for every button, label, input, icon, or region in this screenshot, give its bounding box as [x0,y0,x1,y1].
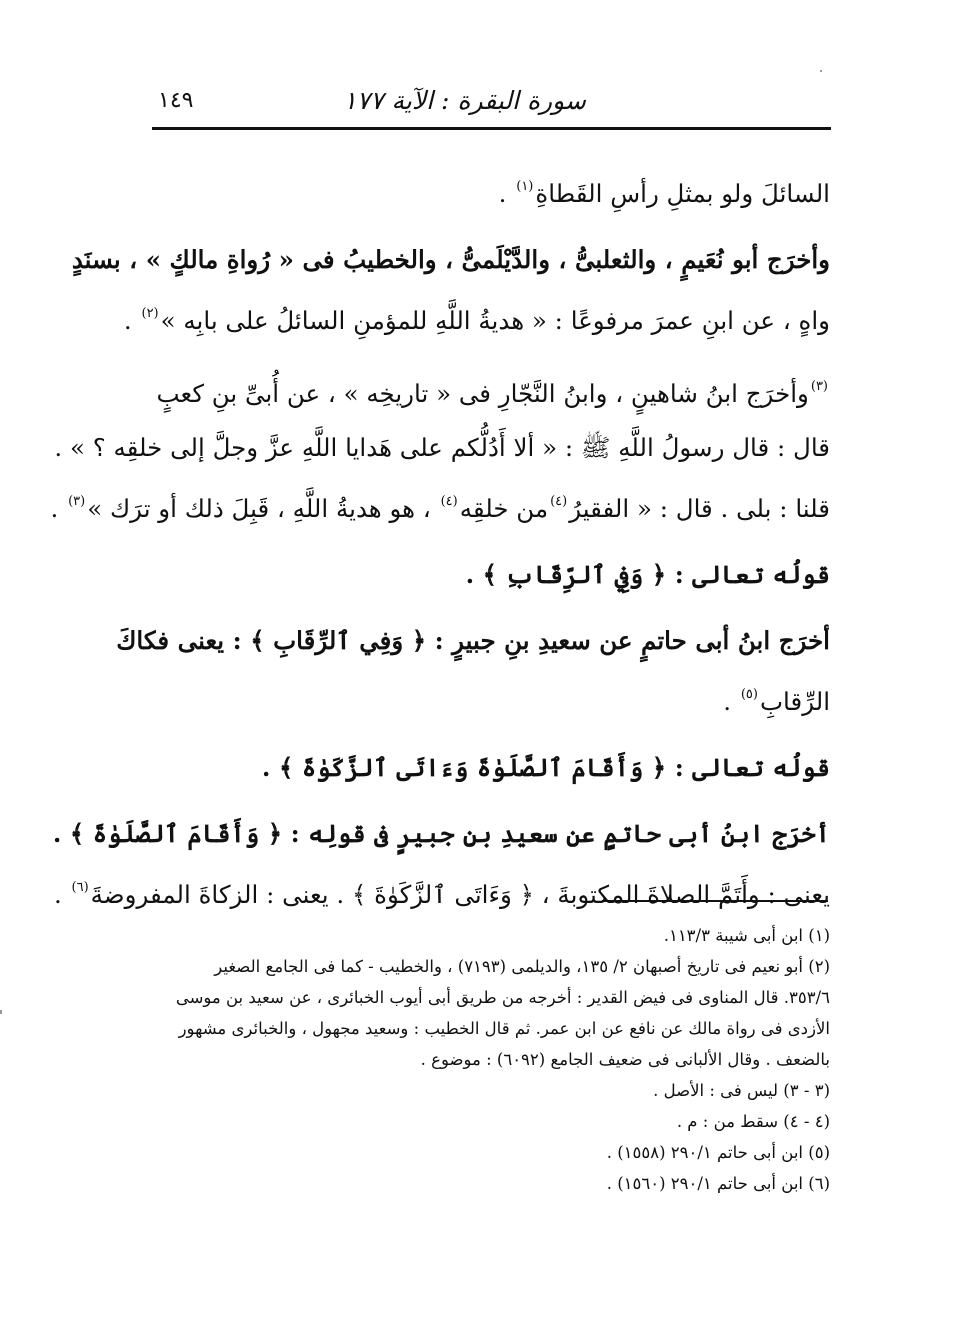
text: واهٍ ، عن ابنِ عمرَ مرفوعًا : « هديةُ اللَّهِ للمؤمنِ السائلُ على بابِه » [160,306,830,335]
page-number: ١٤٩ [158,88,194,113]
text: . [53,880,70,909]
text: أخرَج ابنُ أبى حاتمٍ عن سعيدِ بنِ جبيرٍ فى قولِه : ﴿ وَأَقَامَ ٱلصَّلَوٰةَ ﴾ . [52,819,830,848]
paragraph-3 [50,360,830,536]
footnote-2-cont: بالضعف . وقال الألبانى فى ضعيف الجامع (٦٠٩٢) : موضوع . [420,1050,830,1069]
footnote-ref-3-close[interactable]: (٣) [68,494,86,509]
line [150,668,830,729]
text: . [50,494,67,523]
scan-speck [0,1010,2,1014]
footnote-6: (٦) ابن أبى حاتم ٢٩٠/١ (١٥٦٠) . [606,1174,830,1193]
line [53,861,830,922]
text: يعنى : وأَتَمَّ الصلاةَ المكتوبةَ ، ﴿ وَءَاتَى ٱلزَّكَوٰةَ ﴾ . يعنى : الزكاةَ المفروضةَ [90,880,830,909]
text: ، هو هديةُ اللَّهِ ، قَبِلَ ذلك أو ترَك » [87,494,431,523]
line [54,421,830,475]
paragraph-4 [116,614,830,729]
footnote-2: (٢) أبو نعيم فى تاريخ أصبهان ٢/ ١٣٥، والديلمى (٧١٩٣) ، والخطيب - كما فى الجامع الصغير [214,957,830,976]
footnote-3: (٣ - ٣) ليس فى : الأصل . [653,1081,830,1100]
footnote-1: (١) ابن أبى شيبة ١١٣/٣. [663,926,830,945]
footnote-4: (٤ - ٤) سقط من : م . [676,1112,830,1131]
heading-verse-1 [150,548,830,602]
line [150,360,830,421]
line [71,233,830,287]
running-header [152,80,806,126]
scan-speck [820,70,822,72]
heading-verse-2 [150,741,830,795]
text: . [123,306,140,335]
text: . [498,179,515,208]
verse-heading: قولُه تعالى : ﴿ وَأَقَامَ ٱلصَّلَوٰةَ وَءَاتَى ٱلزَّكَوٰةَ ﴾ . [261,753,830,782]
text: أخرَج ابنُ أبى حاتمٍ عن سعيدِ بنِ جبيرٍ : ﴿ وَفِي ٱلرِّقَابِ ﴾ : يعنى فكاكَ [116,626,830,655]
header-rule [152,127,831,130]
text: وأخرَج ابنُ شاهينٍ ، وابنُ النَّجّارِ فى « تاريخِه » ، عن أُبىِّ بنِ كعبٍ [156,379,809,408]
footnote-ref-4-close[interactable]: (٤) [440,494,458,509]
paragraph-5 [52,807,830,922]
text: من خلقِه [459,494,549,523]
footnote-2-cont: ٣٥٣/٦. قال المناوى فى فيض القدير : أخرجه من طريق أبى أيوب الخبائرى ، عن سعيد بن موسى [175,988,830,1007]
main-text [50,160,830,922]
footnote-ref-5[interactable]: (٥) [740,687,758,702]
line [50,475,830,536]
footnote-ref-3-open[interactable]: (٣) [810,379,828,394]
footnote-separator [602,900,828,902]
line [116,614,830,668]
verse-heading: قولُه تعالى : ﴿ وَفِي ٱلرِّقَابِ ﴾ . [465,560,830,589]
footnote-5: (٥) ابن أبى حاتم ٢٩٠/١ (١٥٥٨) . [606,1143,830,1162]
footnote-2-cont: الأزدى فى رواة مالك عن نافع عن ابن عمر. ثم قال الخطيب : وسعيد مجهول ، والخبائرى مشهور [178,1019,830,1038]
line [150,160,830,221]
footnote-ref-6[interactable]: (٦) [71,880,89,895]
text: السائلَ ولو بمثلِ رأسِ القَطاةِ [535,179,830,208]
text: الرِّقابِ [759,687,830,716]
footnote-ref-1[interactable]: (١) [516,179,534,194]
paragraph-1 [150,160,830,221]
footnote-ref-4-open[interactable]: (٤) [550,494,568,509]
footnotes [150,920,830,1199]
line [52,807,830,861]
text: وأخرَج أبو نُعَيمٍ ، والثعلبىُّ ، والدَّيْلَمىُّ ، والخطيبُ فى « رُواةِ مالكٍ » ، بسنَدٍ [71,245,830,274]
footnote-ref-2[interactable]: (٢) [141,306,159,321]
text: قال : قال رسولُ اللَّهِ ﷺ : « ألا أَدُلُّكم على هَدايا اللَّهِ عزَّ وجلَّ إلى خلقِه ؟ » . [54,433,830,462]
line [123,287,830,348]
text: . [723,687,739,716]
header-title: سورة البقرة : الآية ١٧٧ [343,86,586,115]
text: قلنا : بلى . قال : « الفقيرُ [569,494,830,523]
paragraph-2 [71,233,830,348]
